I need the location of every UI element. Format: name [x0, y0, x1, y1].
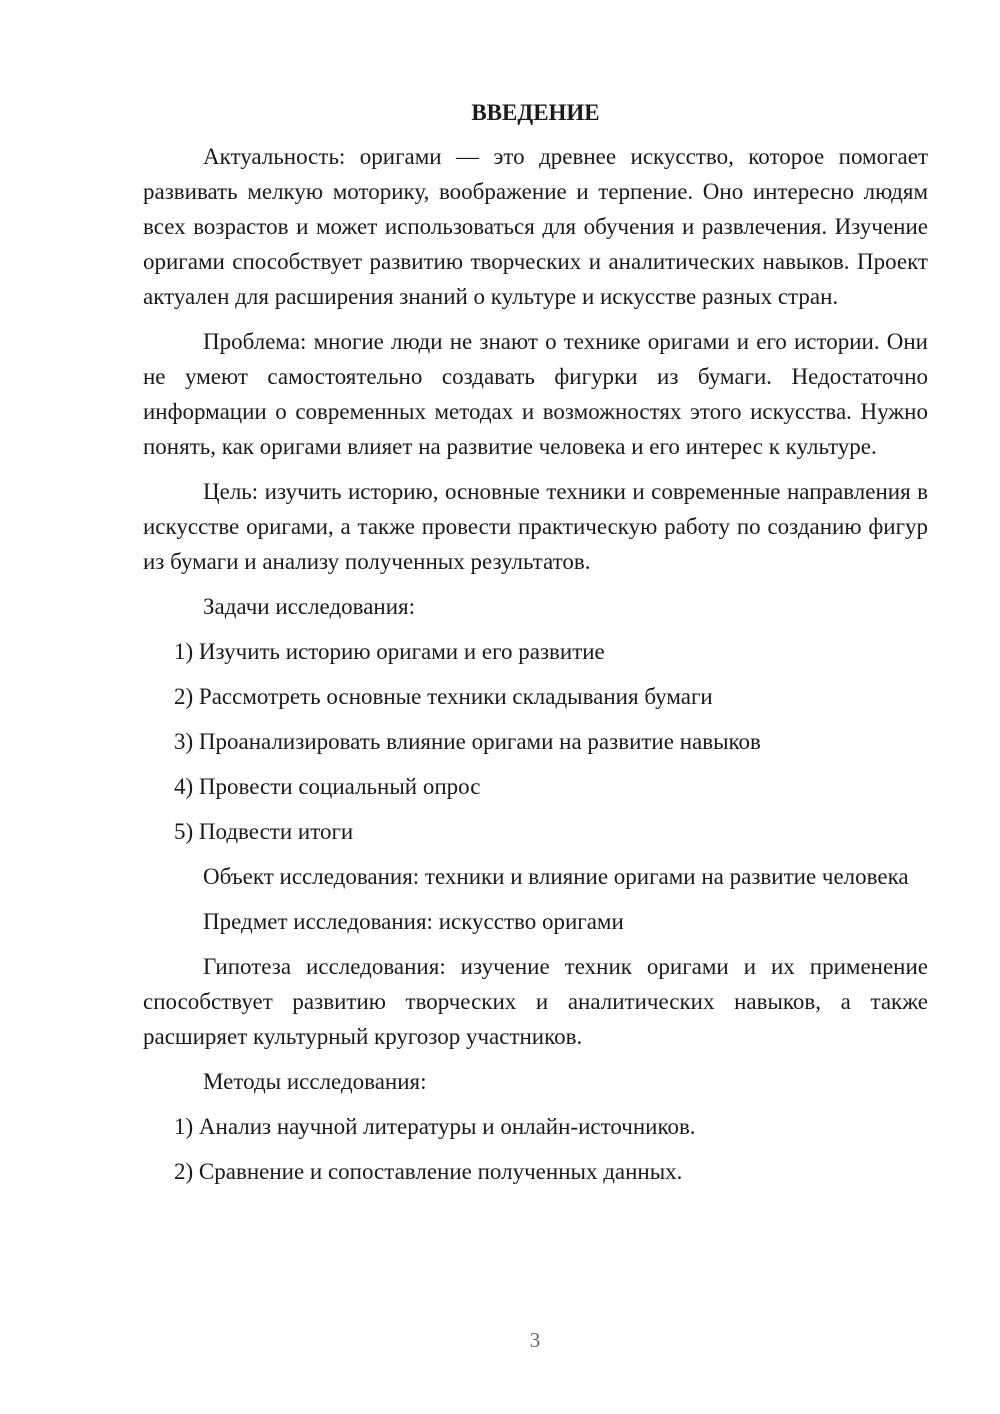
- page-title: ВВЕДЕНИЕ: [471, 100, 600, 125]
- document-page: [143, 95, 928, 1199]
- page-number: 3: [529, 1328, 541, 1352]
- tasks-heading: Задачи исследования:: [203, 594, 416, 619]
- methods-list: [143, 1109, 928, 1189]
- hypothesis-paragraph: Гипотеза исследования: изучение техник оригами и их применение способствует развитию творческих и аналитических навыков, а также расширяет культурный кругозор участников.: [143, 954, 928, 1049]
- subject-paragraph: Предмет исследования: искусство оригами: [203, 909, 624, 934]
- list-item: 2) Рассмотреть основные техники складывания бумаги: [174, 684, 713, 709]
- list-item: 2) Сравнение и сопоставление полученных данных.: [174, 1159, 683, 1184]
- methods-heading: Методы исследования:: [203, 1069, 427, 1094]
- list-item: 3) Проанализировать влияние оригами на развитие навыков: [174, 729, 761, 754]
- object-paragraph: Объект исследования: техники и влияние оригами на развитие человека: [203, 864, 909, 889]
- list-item: 4) Провести социальный опрос: [174, 774, 481, 799]
- goal-paragraph: Цель: изучить историю, основные техники и современные направления в искусстве оригами, а также провести практическую работу по созданию фигур из бумаги и анализу полученных результатов.: [143, 479, 928, 574]
- tasks-list: [143, 634, 928, 849]
- problem-paragraph: Проблема: многие люди не знают о технике оригами и его истории. Они не умеют самостоятельно создавать фигурки из бумаги. Недостаточно информации о современных методах и возможностях этого искусства. Нужно понять, как оригами влияет на развитие человека и его интерес к культуре.: [143, 329, 928, 459]
- list-item: 1) Анализ научной литературы и онлайн-источников.: [174, 1114, 696, 1139]
- list-item: 5) Подвести итоги: [174, 819, 354, 844]
- list-item: 1) Изучить историю оригами и его развитие: [174, 639, 605, 664]
- relevance-paragraph: Актуальность: оригами — это древнее искусство, которое помогает развивать мелкую моторику, воображение и терпение. Оно интересно людям всех возрастов и может использоваться для обучения и развлечения. Изучение оригами способствует развитию творческих и аналитических навыков. Проект актуален для расширения знаний о культуре и искусстве разных стран.: [143, 144, 928, 309]
